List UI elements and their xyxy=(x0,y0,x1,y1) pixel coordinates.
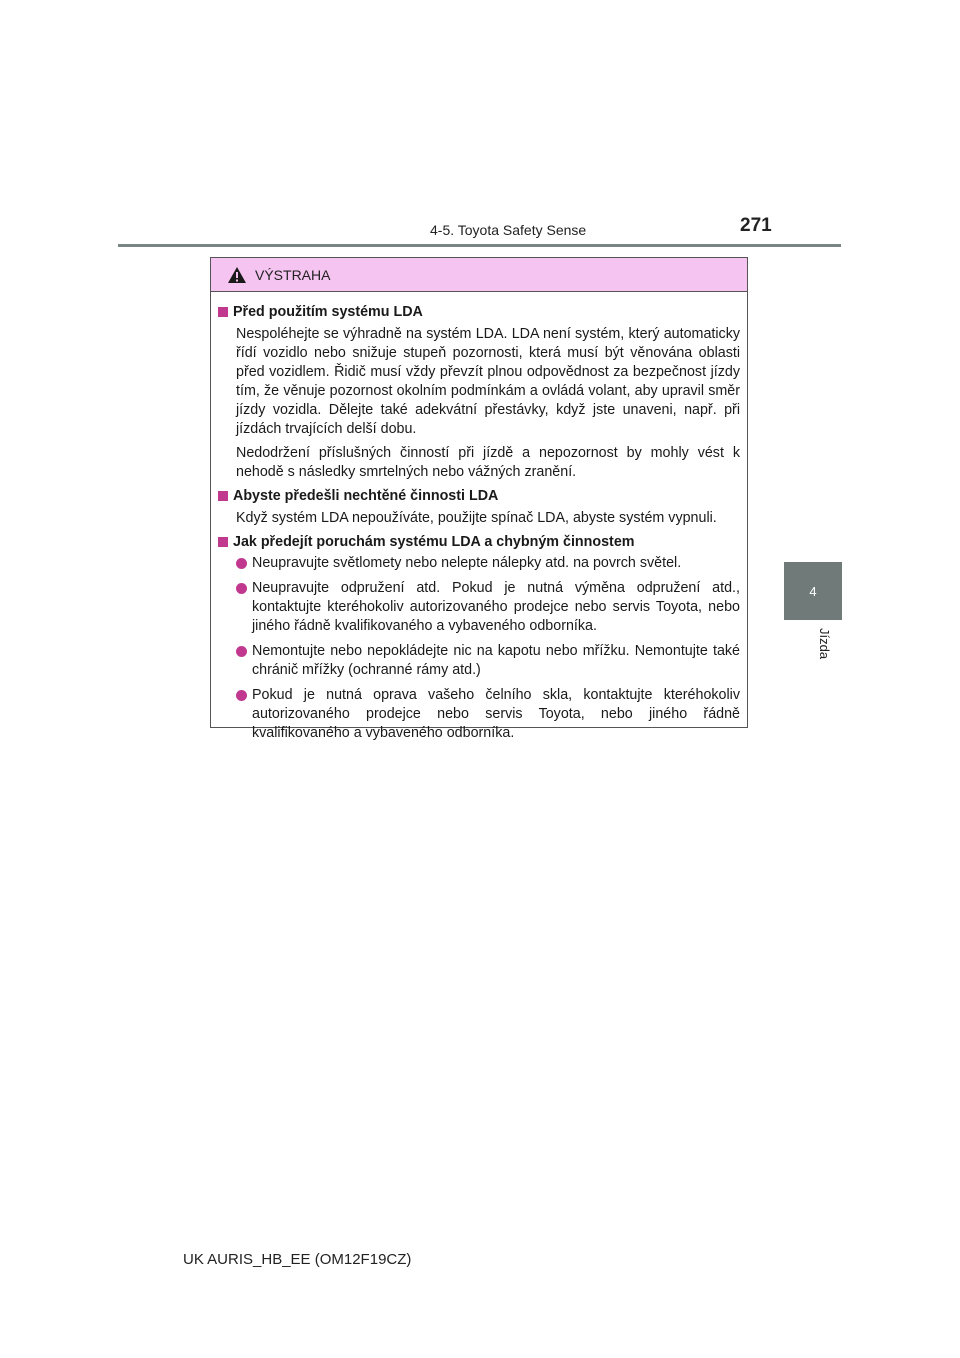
paragraph: Nespoléhejte se výhradně na systém LDA. LDA není systém, který automaticky řídí vozidlo nebo snižuje stupeň pozornosti, která musí být věnována oblasti před vozidlem. Řidič musí vždy převzít plnou odpovědnost za bezpečnost jízdy tím, že věnuje pozornost okolním podmínkám a ovládá volant, aby upravil směr jízdy vozidla. Dělejte také adekvátní přestávky, když jste unaveni, např. při jízdách trvajících delší dobu. xyxy=(236,326,740,437)
list-item xyxy=(236,686,740,743)
warning-triangle-icon xyxy=(227,266,247,284)
header-divider xyxy=(118,244,841,247)
square-bullet-icon xyxy=(218,491,228,501)
paragraph: Když systém LDA nepoužíváte, použijte spínač LDA, abyste systém vypnuli. xyxy=(236,510,717,526)
warning-header xyxy=(211,258,747,292)
paragraph: Nedodržení příslušných činností při jízdě a nepozornost by mohly vést k nehodě s následky smrtelných nebo vážných zranění. xyxy=(236,445,740,480)
section-heading-text: Před použitím systému LDA xyxy=(233,304,423,320)
warning-box xyxy=(210,257,748,741)
circle-bullet-icon xyxy=(236,583,247,594)
page-number: 271 xyxy=(740,215,772,236)
list-item-text: Pokud je nutná oprava vašeho čelního skla, kontaktujte kteréhokoliv autorizovaného prodejce nebo servis Toyota, nebo jiného řádně kvalifikovaného a vybaveného odborníka. xyxy=(252,687,740,741)
chapter-label: Jízda xyxy=(817,628,832,660)
section-heading-text: Jak předejít poruchám systému LDA a chybným činnostem xyxy=(233,534,635,550)
list-item-text: Neupravujte světlomety nebo nelepte nálepky atd. na povrch světel. xyxy=(252,555,682,571)
list-item-text: Neupravujte odpružení atd. Pokud je nutná výměna odpružení atd., kontaktujte kteréhokoliv autorizovaného prodejce nebo servis Toyota, nebo jiného řádně kvalifikovaného a vybaveného odborníka. xyxy=(252,580,740,634)
circle-bullet-icon xyxy=(236,690,247,701)
square-bullet-icon xyxy=(218,537,228,547)
section-heading xyxy=(218,303,740,322)
square-bullet-icon xyxy=(218,307,228,317)
list-item xyxy=(236,579,740,636)
warning-title: VÝSTRAHA xyxy=(255,266,331,283)
warning-body xyxy=(211,292,747,743)
section-heading xyxy=(218,487,740,506)
section-title: 4-5. Toyota Safety Sense xyxy=(430,222,587,238)
section-heading xyxy=(218,533,740,552)
chapter-tab[interactable]: 4 xyxy=(784,562,842,620)
list-item xyxy=(236,642,740,680)
circle-bullet-icon xyxy=(236,558,247,569)
list-item-text: Nemontujte nebo nepokládejte nic na kapotu nebo mřížku. Nemontujte také chránič mřížky (ochranné rámy atd.) xyxy=(252,643,740,678)
circle-bullet-icon xyxy=(236,646,247,657)
list-item xyxy=(236,554,740,573)
document-code: UK AURIS_HB_EE (OM12F19CZ) xyxy=(183,1251,412,1268)
section-heading-text: Abyste předešli nechtěné činnosti LDA xyxy=(233,488,499,504)
